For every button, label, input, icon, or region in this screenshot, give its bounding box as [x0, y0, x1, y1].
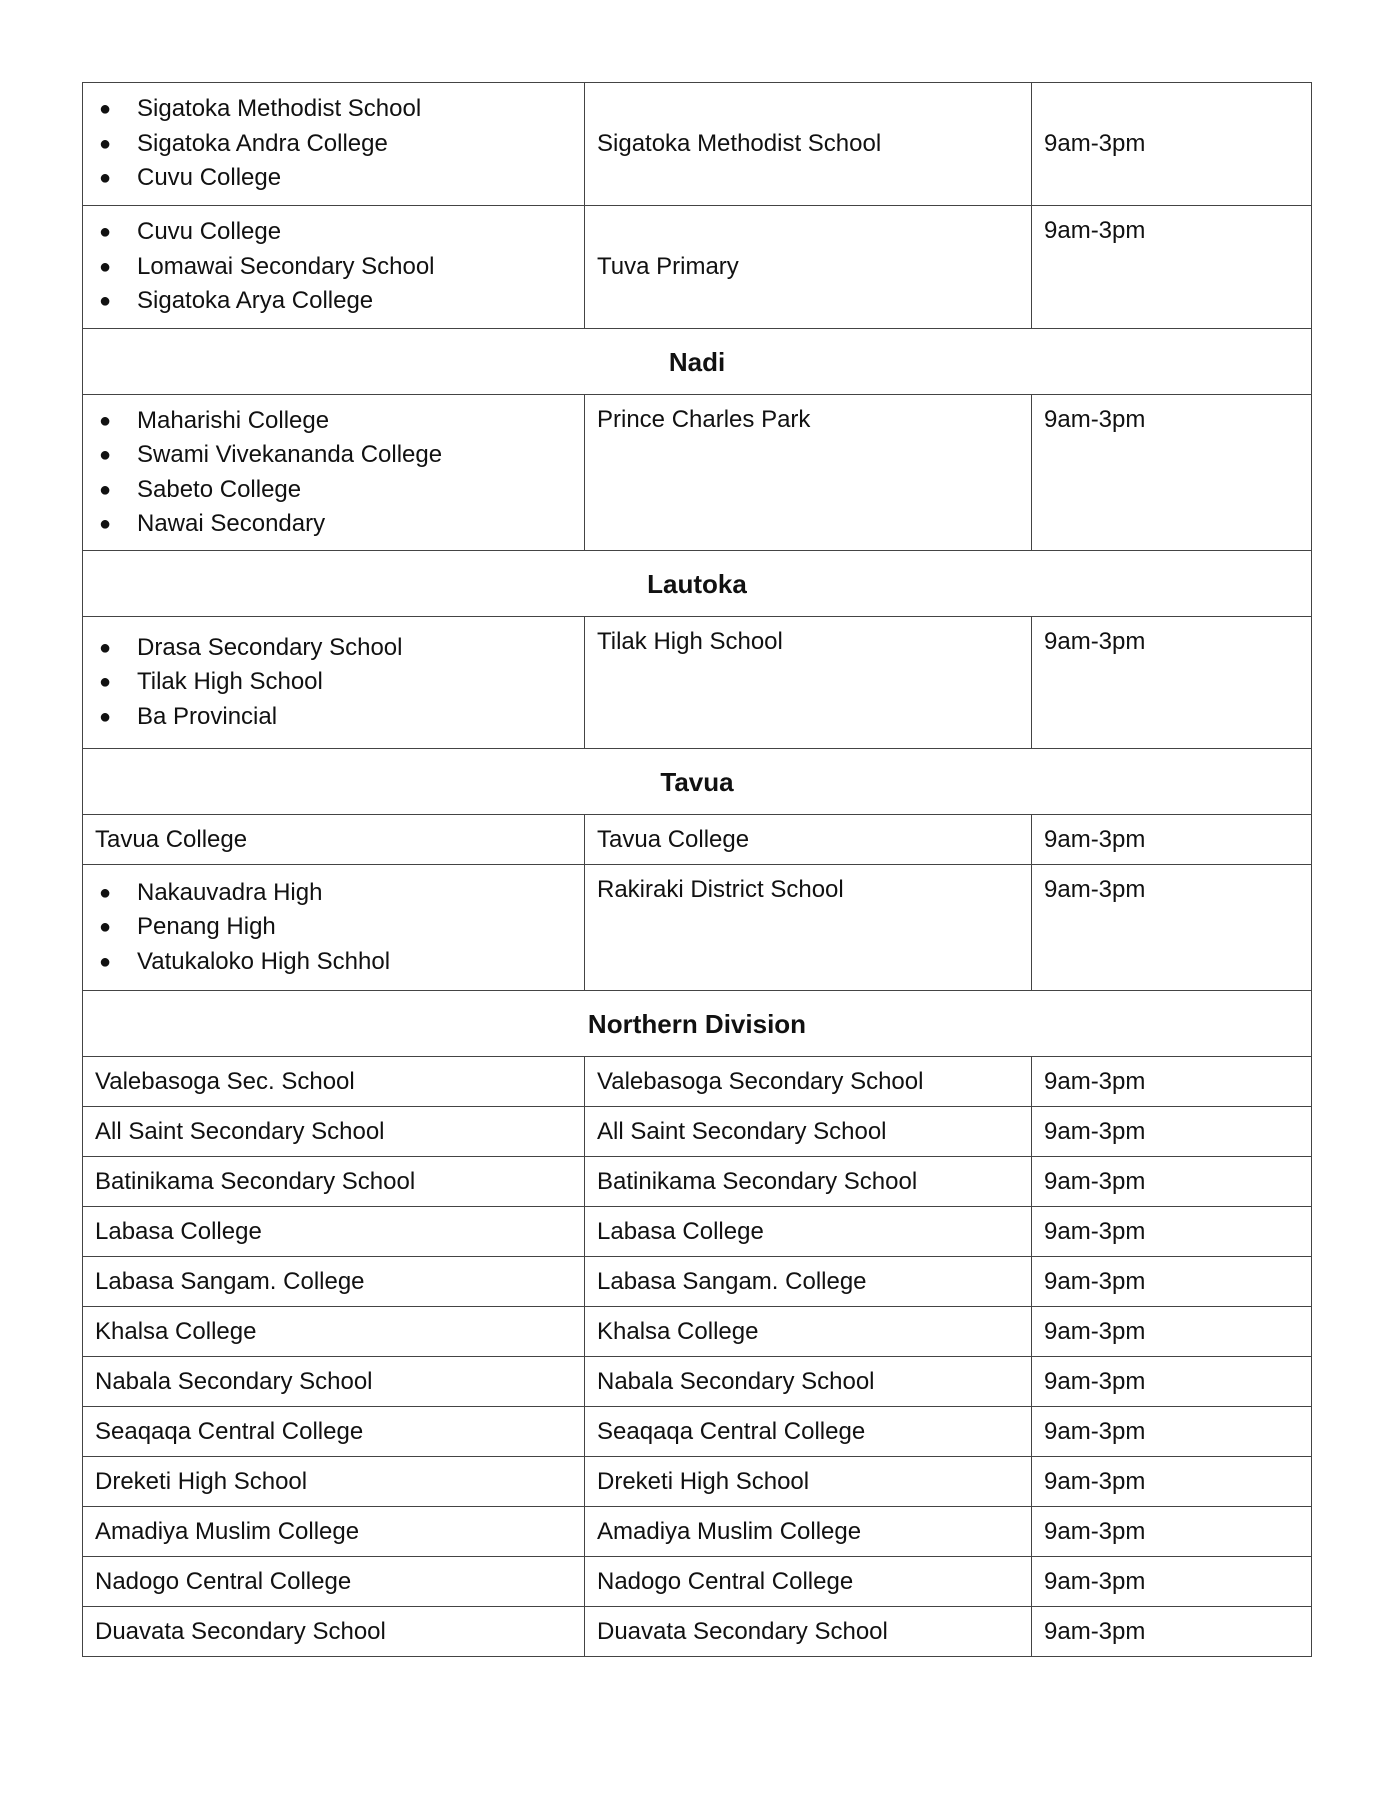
school-name: Sigatoka Andra College	[137, 129, 388, 157]
list-item	[95, 127, 572, 162]
time-cell: 9am-3pm	[1032, 1307, 1312, 1357]
venue-cell: Nabala Secondary School	[585, 1357, 1032, 1407]
bullet-icon: ●	[99, 444, 112, 466]
venue-cell: Nadogo Central College	[585, 1557, 1032, 1607]
table-row	[83, 1507, 1312, 1557]
list-item	[95, 161, 572, 196]
table-row	[83, 1207, 1312, 1257]
time-cell: 9am-3pm	[1032, 1457, 1312, 1507]
venue-cell: Seaqaqa Central College	[585, 1407, 1032, 1457]
school-name: Sigatoka Methodist School	[137, 95, 422, 123]
bullet-icon: ●	[99, 132, 112, 155]
section-heading: Tavua	[83, 749, 1312, 815]
time-cell: 9am-3pm	[1032, 865, 1312, 991]
list-item	[95, 665, 572, 700]
school-list	[95, 215, 572, 319]
schools-cell	[83, 395, 585, 551]
school-cell: Valebasoga Sec. School	[83, 1057, 585, 1107]
venue-cell: Tavua College	[585, 815, 1032, 865]
table-row	[83, 815, 1312, 865]
list-item	[95, 945, 572, 980]
table-row	[83, 1307, 1312, 1357]
section-heading-row	[83, 749, 1312, 815]
venue-cell: All Saint Secondary School	[585, 1107, 1032, 1157]
venue-cell: Labasa Sangam. College	[585, 1257, 1032, 1307]
table-row	[83, 617, 1312, 749]
school-list	[95, 404, 572, 542]
school-cell: Duavata Secondary School	[83, 1607, 585, 1657]
venue-cell: Khalsa College	[585, 1307, 1032, 1357]
time-cell: 9am-3pm	[1032, 395, 1312, 551]
venue-cell: Tuva Primary	[585, 206, 1032, 329]
section-heading: Lautoka	[83, 551, 1312, 617]
school-cell: Amadiya Muslim College	[83, 1507, 585, 1557]
venue-cell: Rakiraki District School	[585, 865, 1032, 991]
list-item	[95, 876, 572, 911]
list-item	[95, 215, 572, 250]
time-cell: 9am-3pm	[1032, 1507, 1312, 1557]
bullet-icon: ●	[99, 636, 112, 659]
bullet-icon: ●	[99, 950, 112, 973]
schools-cell	[83, 83, 585, 206]
section-heading-row	[83, 991, 1312, 1057]
venue-cell: Batinikama Secondary School	[585, 1157, 1032, 1207]
school-cell: Nadogo Central College	[83, 1557, 585, 1607]
school-name: Cuvu College	[137, 164, 282, 192]
time-cell: 9am-3pm	[1032, 617, 1312, 749]
list-item	[95, 438, 572, 473]
school-name: Maharishi College	[137, 406, 330, 434]
venue-cell: Amadiya Muslim College	[585, 1507, 1032, 1557]
bullet-icon: ●	[99, 98, 112, 121]
table-row	[83, 1607, 1312, 1657]
list-item	[95, 700, 572, 735]
list-item	[95, 250, 572, 285]
time-cell: 9am-3pm	[1032, 1057, 1312, 1107]
school-name: Nawai Secondary	[137, 510, 326, 537]
section-heading: Nadi	[83, 329, 1312, 395]
school-cell: All Saint Secondary School	[83, 1107, 585, 1157]
school-cell: Dreketi High School	[83, 1457, 585, 1507]
list-item	[95, 92, 572, 127]
table-row	[83, 1557, 1312, 1607]
schools-cell	[83, 865, 585, 991]
bullet-icon: ●	[99, 221, 112, 244]
time-cell: 9am-3pm	[1032, 1257, 1312, 1307]
time-cell: 9am-3pm	[1032, 1557, 1312, 1607]
table-body	[83, 83, 1312, 1657]
table-row	[83, 1107, 1312, 1157]
time-cell: 9am-3pm	[1032, 206, 1312, 329]
school-name: Tilak High School	[137, 668, 323, 696]
list-item	[95, 910, 572, 945]
bullet-icon: ●	[99, 916, 112, 939]
bullet-icon: ●	[99, 478, 112, 501]
bullet-icon: ●	[99, 409, 112, 432]
school-cell: Khalsa College	[83, 1307, 585, 1357]
bullet-icon: ●	[99, 290, 112, 313]
table-row	[83, 865, 1312, 991]
venue-cell: Dreketi High School	[585, 1457, 1032, 1507]
school-list	[95, 631, 572, 735]
time-cell: 9am-3pm	[1032, 1207, 1312, 1257]
bullet-icon: ●	[99, 167, 112, 190]
schedule-table	[82, 82, 1312, 1657]
school-name: Swami Vivekananda College	[137, 441, 443, 468]
table-row	[83, 83, 1312, 206]
venue-cell: Valebasoga Secondary School	[585, 1057, 1032, 1107]
school-cell: Labasa College	[83, 1207, 585, 1257]
school-name: Ba Provincial	[137, 702, 278, 730]
list-item	[95, 473, 572, 508]
school-cell: Nabala Secondary School	[83, 1357, 585, 1407]
section-heading-row	[83, 551, 1312, 617]
list-item	[95, 404, 572, 439]
time-cell: 9am-3pm	[1032, 1157, 1312, 1207]
school-list	[95, 92, 572, 196]
list-item	[95, 284, 572, 319]
time-cell: 9am-3pm	[1032, 1407, 1312, 1457]
school-name: Nakauvadra High	[137, 878, 323, 906]
bullet-icon: ●	[99, 881, 112, 904]
time-cell: 9am-3pm	[1032, 83, 1312, 206]
school-cell: Tavua College	[83, 815, 585, 865]
time-cell: 9am-3pm	[1032, 1357, 1312, 1407]
schools-cell	[83, 617, 585, 749]
school-name: Lomawai Secondary School	[137, 252, 435, 280]
time-cell: 9am-3pm	[1032, 1107, 1312, 1157]
list-item	[95, 507, 572, 542]
school-name: Drasa Secondary School	[137, 633, 403, 661]
table-row	[83, 1157, 1312, 1207]
table-row	[83, 1257, 1312, 1307]
table-row	[83, 1357, 1312, 1407]
bullet-icon: ●	[99, 671, 112, 694]
table-row	[83, 1407, 1312, 1457]
time-cell: 9am-3pm	[1032, 815, 1312, 865]
school-cell: Labasa Sangam. College	[83, 1257, 585, 1307]
school-name: Vatukaloko High Schhol	[137, 947, 391, 975]
table-row	[83, 1457, 1312, 1507]
table-row	[83, 395, 1312, 551]
bullet-icon: ●	[99, 705, 112, 728]
section-heading-row	[83, 329, 1312, 395]
school-name: Cuvu College	[137, 218, 282, 246]
schools-cell	[83, 206, 585, 329]
school-cell: Batinikama Secondary School	[83, 1157, 585, 1207]
venue-cell: Prince Charles Park	[585, 395, 1032, 551]
venue-cell: Sigatoka Methodist School	[585, 83, 1032, 206]
bullet-icon: ●	[99, 513, 112, 535]
school-list	[95, 876, 572, 980]
list-item	[95, 631, 572, 666]
venue-cell: Duavata Secondary School	[585, 1607, 1032, 1657]
school-cell: Seaqaqa Central College	[83, 1407, 585, 1457]
school-name: Sabeto College	[137, 475, 302, 503]
bullet-icon: ●	[99, 255, 112, 278]
school-name: Penang High	[137, 913, 276, 941]
venue-cell: Labasa College	[585, 1207, 1032, 1257]
section-heading: Northern Division	[83, 991, 1312, 1057]
venue-cell: Tilak High School	[585, 617, 1032, 749]
time-cell: 9am-3pm	[1032, 1607, 1312, 1657]
school-name: Sigatoka Arya College	[137, 287, 374, 315]
table-row	[83, 1057, 1312, 1107]
table-row	[83, 206, 1312, 329]
